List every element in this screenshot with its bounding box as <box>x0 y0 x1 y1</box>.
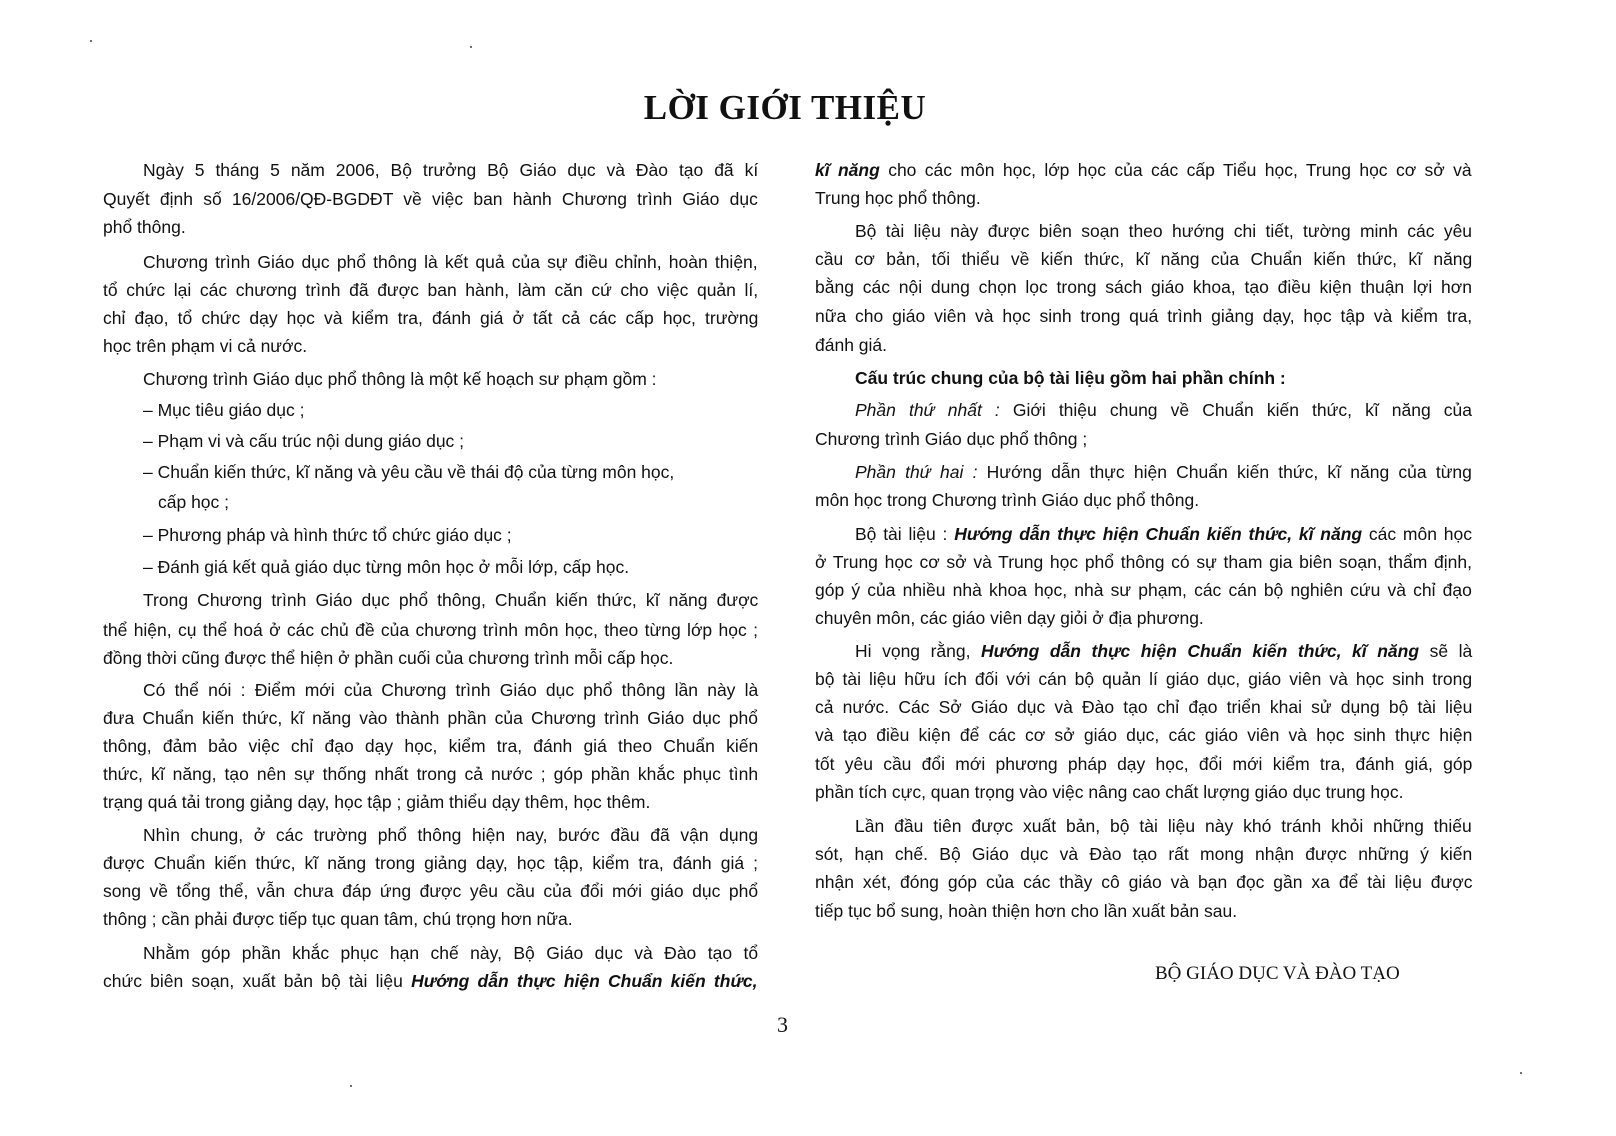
text-line <box>103 908 573 930</box>
text-segment: đồng thời cũng được thể hiện ở phần cuối của chương trình mỗi cấp học. <box>103 648 674 668</box>
text-segment: Bộ tài liệu này được biên soạn theo hướng chi tiết, tường minh các yêu <box>855 221 1473 241</box>
emphasized-text: Phần thứ hai : <box>855 462 978 482</box>
page-title: LỜI GIỚI THIỆU <box>643 88 927 127</box>
text-line <box>103 791 650 813</box>
text-line <box>815 248 1472 270</box>
text-segment: cho các môn học, lớp học của các cấp Tiểu học, Trung học cơ sở và <box>879 160 1472 180</box>
text-segment: phổ thông. <box>103 217 186 237</box>
emphasized-text: Hướng dẫn thực hiện Chuẩn kiến thức, kĩ năng <box>981 641 1420 661</box>
text-line <box>103 852 758 874</box>
text-line <box>143 679 758 701</box>
text-line <box>103 647 673 669</box>
text-segment: tốt yêu cầu đổi mới phương pháp dạy học, đổi mới kiểm tra, đánh giá, góp <box>815 754 1473 774</box>
text-line <box>103 279 758 301</box>
text-segment: Trong Chương trình Giáo dục phổ thông, Chuẩn kiến thức, kĩ năng được <box>143 590 759 610</box>
text-line <box>815 696 1472 718</box>
text-segment: và tạo điều kiện để các cơ sở giáo dục, các giáo viên và học sinh thực hiện <box>815 725 1473 745</box>
text-line <box>103 307 758 329</box>
text-segment: chỉ đạo, tổ chức dạy học và kiểm tra, đánh giá ở tất cả các cấp học, trường <box>103 308 759 328</box>
text-segment: Hướng dẫn thực hiện Chuẩn kiến thức, kĩ năng của từng <box>977 462 1472 482</box>
text-line <box>855 640 1472 662</box>
text-segment: song về tổng thể, vẫn chưa đáp ứng được yêu cầu của đổi mới giáo dục phổ <box>103 881 759 901</box>
text-line <box>815 305 1472 327</box>
text-segment: – Phạm vi và cấu trúc nội dung giáo dục ; <box>143 431 465 451</box>
text-segment: thể hiện, cụ thể hoá ở các chủ đề của chương trình môn học, theo từng lớp học ; <box>103 620 758 640</box>
text-line <box>815 276 1472 298</box>
text-segment: các môn học <box>1362 524 1472 544</box>
text-segment: nữa cho giáo viên và học sinh trong quá trình giảng dạy, học tập và kiểm tra, <box>815 306 1473 326</box>
text-segment: môn học trong Chương trình Giáo dục phổ thông. <box>815 490 1200 510</box>
scan-speck <box>470 46 472 48</box>
text-segment: thức, kĩ năng, tạo nên sự thống nhất trong cả nước ; góp phần khắc phục tình <box>103 764 759 784</box>
text-line <box>103 763 758 785</box>
text-line <box>143 430 464 452</box>
page-number: 3 <box>777 1012 788 1037</box>
text-line <box>103 216 186 238</box>
scan-speck <box>90 40 92 42</box>
text-segment: chuyên môn, các giáo viên dạy giỏi ở địa phương. <box>815 608 1204 628</box>
signature: BỘ GIÁO DỤC VÀ ĐÀO TẠO <box>1155 963 1400 984</box>
text-line <box>815 900 1237 922</box>
text-segment: cả nước. Các Sở Giáo dục và Đào tạo chỉ đạo triển khai sử dụng bộ tài liệu <box>815 697 1473 717</box>
text-segment: cầu cơ bản, tối thiểu về kiến thức, kĩ năng của Chuẩn kiến thức, kĩ năng <box>815 249 1473 269</box>
text-line <box>103 880 758 902</box>
text-line <box>815 489 1199 511</box>
text-segment: Giới thiệu chung về Chuẩn kiến thức, kĩ năng của <box>999 400 1473 420</box>
text-line <box>158 491 229 513</box>
text-segment: sót, hạn chế. Bộ Giáo dục và Đào tạo rất mong nhận được những ý kiến <box>815 844 1473 864</box>
text-segment: tiếp tục bổ sung, hoàn thiện hơn cho lần xuất bản sau. <box>815 901 1238 921</box>
text-line <box>815 753 1472 775</box>
text-line <box>103 335 307 357</box>
text-line <box>855 815 1472 837</box>
text-line <box>143 589 758 611</box>
text-segment: Có thể nói : Điểm mới của Chương trình Giáo dục phổ thông lần này là <box>143 680 759 700</box>
scan-speck <box>1520 1072 1522 1074</box>
text-line <box>815 159 1472 181</box>
text-segment: Chương trình Giáo dục phổ thông ; <box>815 429 1088 449</box>
text-line <box>143 824 758 846</box>
text-segment: trạng quá tải trong giảng dạy, học tập ; giảm thiểu dạy thêm, học thêm. <box>103 792 651 812</box>
text-line <box>143 524 512 546</box>
text-segment: Nhằm góp phần khắc phục hạn chế này, Bộ Giáo dục và Đào tạo tổ <box>143 943 759 963</box>
text-line <box>103 970 758 992</box>
text-line <box>143 399 304 421</box>
text-line <box>103 735 758 757</box>
emphasized-text: Hướng dẫn thực hiện Chuẩn kiến thức, kĩ năng <box>954 524 1363 544</box>
text-segment: cấp học ; <box>158 492 230 512</box>
text-line <box>815 668 1472 690</box>
text-line <box>143 556 629 578</box>
text-segment: thông ; cần phải được tiếp tục quan tâm, chú trọng hơn nữa. <box>103 909 573 929</box>
scan-speck <box>350 1085 352 1087</box>
text-line <box>815 551 1472 573</box>
text-segment: thông, đảm bảo việc chỉ đạo dạy học, kiểm tra, đánh giá theo Chuẩn kiến <box>103 736 759 756</box>
text-line <box>103 707 758 729</box>
text-segment: Hi vọng rằng, <box>855 641 982 661</box>
emphasized-text: Hướng dẫn thực hiện Chuẩn kiến thức, <box>411 971 758 991</box>
text-line <box>855 399 1472 421</box>
text-segment: Bộ tài liệu : <box>855 524 955 544</box>
text-line <box>103 619 758 641</box>
text-line <box>855 461 1472 483</box>
text-segment: góp ý của nhiều nhà khoa học, nhà sư phạm, các cán bộ nghiên cứu và chỉ đạo <box>815 580 1472 600</box>
text-segment: Chương trình Giáo dục phổ thông là kết quả của sự điều chỉnh, hoàn thiện, <box>143 252 758 272</box>
text-segment: phần tích cực, quan trọng vào việc nâng cao chất lượng giáo dục trung học. <box>815 782 1404 802</box>
text-segment: – Đánh giá kết quả giáo dục từng môn học ở mỗi lớp, cấp học. <box>143 557 630 577</box>
text-line <box>103 188 758 210</box>
text-line <box>815 428 1087 450</box>
text-segment: Nhìn chung, ở các trường phổ thông hiện nay, bước đầu đã vận dụng <box>143 825 759 845</box>
text-segment: – Chuẩn kiến thức, kĩ năng và yêu cầu về thái độ của từng môn học, <box>143 462 675 482</box>
text-line <box>855 220 1472 242</box>
text-line <box>815 843 1472 865</box>
text-line <box>855 523 1472 545</box>
emphasized-text: Cấu trúc chung của bộ tài liệu gồm hai phần chính : <box>855 368 1286 388</box>
text-segment: học trên phạm vi cả nước. <box>103 336 308 356</box>
text-segment: Trung học phổ thông. <box>815 188 981 208</box>
text-line <box>815 334 887 356</box>
emphasized-text: kĩ năng <box>815 160 880 180</box>
text-line <box>143 942 758 964</box>
text-segment: ở Trung học cơ sở và Trung học phổ thông có sự tham gia biên soạn, thẩm định, <box>815 552 1472 572</box>
text-segment: đánh giá. <box>815 335 888 355</box>
text-segment: Quyết định số 16/2006/QĐ-BGDĐT về việc ban hành Chương trình Giáo dục <box>103 189 758 209</box>
text-line <box>143 368 657 390</box>
text-segment: chức biên soạn, xuất bản bộ tài liệu <box>103 971 412 991</box>
text-line <box>815 724 1472 746</box>
text-segment: – Phương pháp và hình thức tổ chức giáo dục ; <box>143 525 512 545</box>
text-line <box>855 367 1286 389</box>
text-segment: bằng các nội dung chọn lọc trong sách giáo khoa, tạo điều kiện thuận lợi hơn <box>815 277 1472 297</box>
text-segment: đưa Chuẩn kiến thức, kĩ năng vào thành phần của Chương trình Giáo dục phổ <box>103 708 758 728</box>
text-segment: được Chuẩn kiến thức, kĩ năng trong giảng dạy, học tập, kiểm tra, đánh giá ; <box>103 853 759 873</box>
text-line <box>143 251 758 273</box>
text-line <box>815 781 1403 803</box>
text-segment: bộ tài liệu hữu ích đối với cán bộ quản lí giáo dục, giáo viên và học sinh trong <box>815 669 1473 689</box>
text-segment: sẽ là <box>1419 641 1473 661</box>
text-segment: Ngày 5 tháng 5 năm 2006, Bộ trưởng Bộ Giáo dục và Đào tạo đã kí <box>143 160 759 180</box>
text-line <box>815 607 1204 629</box>
text-line <box>815 187 981 209</box>
text-line <box>815 871 1472 893</box>
text-segment: tổ chức lại các chương trình đã được ban hành, làm căn cứ cho việc quản lí, <box>103 280 759 300</box>
text-segment: Chương trình Giáo dục phổ thông là một kế hoạch sư phạm gồm : <box>143 369 657 389</box>
emphasized-text: Phần thứ nhất : <box>855 400 1000 420</box>
text-line <box>143 461 674 483</box>
text-segment: nhận xét, đóng góp của các thầy cô giáo và bạn đọc gần xa để tài liệu được <box>815 872 1473 892</box>
text-segment: Lần đầu tiên được xuất bản, bộ tài liệu này khó tránh khỏi những thiếu <box>855 816 1472 836</box>
text-segment: – Mục tiêu giáo dục ; <box>143 400 305 420</box>
text-line <box>143 159 758 181</box>
text-line <box>815 579 1472 601</box>
